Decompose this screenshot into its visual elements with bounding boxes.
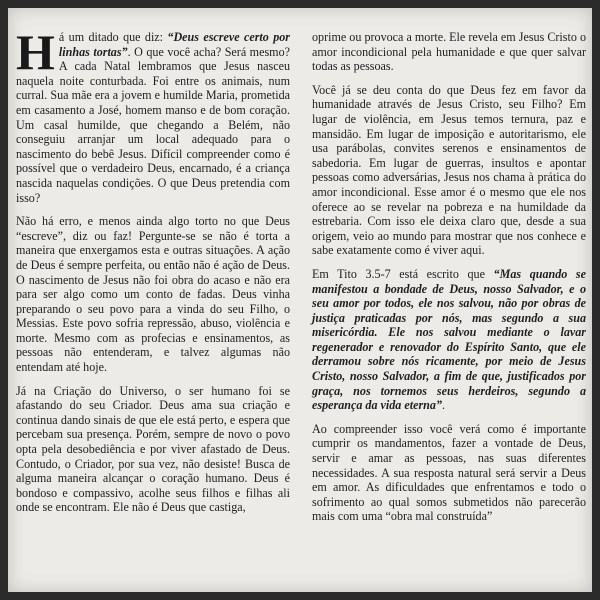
left-column <box>16 24 290 524</box>
titus-intro: Em Tito 3.5-7 está escrito que <box>312 266 494 281</box>
paragraph-creation: Já na Criação do Universo, o ser humano foi se afastando do seu Criador. Deus ama sua criação e continua dando sinais de que ele está perto, e espera que percebam sua presença. Porém, sempre de novo o povo opta pela desobediência e por viver afastado de Deus. Contudo, o Criador, por sua vez, não desiste! Busca de alguma maneira alcançar o coração humano. Deus é bondoso e compassivo, acolhe seus filhos e filhas ali onde se encontram. Ele não é Deus que castiga, <box>16 383 290 515</box>
right-column <box>312 30 586 533</box>
paragraph-titus <box>312 267 586 413</box>
paragraph-reveals: oprime ou provoca a morte. Ele revela em Jesus Cristo o amor incondicional pela humanidade e que quer salvar todas as pessoas. <box>312 30 586 74</box>
paragraph-understanding: Ao compreender isso você verá como é importante cumprir os mandamentos, fazer a vontade de Deus, servir e amar as pessoas, nas suas diferentes necessidades. A sua resposta natural será servir a Deus em amor. As dificuldades que enfrentamos e todo o sofrimento ao qual somos submetidos não parecerão mais com uma “obra mal construída” <box>312 421 586 524</box>
intro-text-rest: . O que você acha? Será mesmo? A cada Natal lembramos que Jesus nasceu naquela noite conturbada. Foi entre os animais, num curral. Sua mãe era a jovem e humilde Maria, prometida em casamento a José, homem manso e de bom coração. Um casal humilde, que chegando a Belém, não conseguiu arranjar um local adequado para o nascimento do bebê Jesus. Difícil compreender como é possível que o verdadeiro Deus, encarnado, é a criança nascida naquelas condições. O que Deus pretendia com isso? <box>16 44 290 205</box>
saying-quote: “Deus escreve certo por linhas tortas” <box>58 30 290 59</box>
titus-end: . <box>442 398 446 413</box>
intro-paragraph <box>16 24 290 205</box>
paragraph-no-error: Não há erro, e menos ainda algo torto no que Deus “escreve”, diz ou faz! Pergunte-se se não é torta a maneira que enxergamos esta e outras situações. A ação de Deus é sempre perfeita, ou então não é ação de Deus. O nascimento de Jesus não foi obra do acaso e não era para ser algo como um conto de fadas. Deus vinha preparando o seu povo para a vinda do seu Filho, o Messias. Este povo sofria repressão, abuso, violência e morte. Mesmo com as profecias e ensinamentos, as pessoas não entenderam, e talvez algumas não entendam até hoje. <box>16 214 290 375</box>
intro-text-start: á um ditado que diz: <box>58 30 168 44</box>
drop-cap: H <box>16 24 55 80</box>
paragraph-jesus-christ: Você já se deu conta do que Deus fez em favor da humanidade através de Jesus Cristo, seu Filho? Em lugar de violência, em Jesus temos ternura, paz e mansidão. Em lugar de imposição e autoritarismo, ele usa parábolas, convites serenos e ensinamentos de sabedoria. Em lugar de guerras, insultos e apontar pessoas como adversárias, Jesus nos chama à prática do amor incondicional. Esse amor é o mesmo que ele nos oferece ao se revelar na pobreza e na humildade da estrebaria. Com isso ele deixa claro que, desde a sua origem, veio ao mundo para mostrar que nos conhece e sabe exatamente como é viver aqui. <box>312 82 586 258</box>
titus-quote: “Mas quando se manifestou a bondade de Deus, nosso Salvador, e o seu amor por todos, ele nos salvou, não por obras de justiça praticadas por nós, mas segundo a sua misericórdia. Ele nos salvou mediante o lavar regenerador e renovador do Espírito Santo, que ele derramou sobre nós ricamente, por meio de Jesus Cristo, nosso Salvador, a fim de que, justificados por graça, nos tornemos seus herdeiros, segundo a esperança da vida eterna” <box>312 266 586 413</box>
booklet-page <box>8 8 592 592</box>
